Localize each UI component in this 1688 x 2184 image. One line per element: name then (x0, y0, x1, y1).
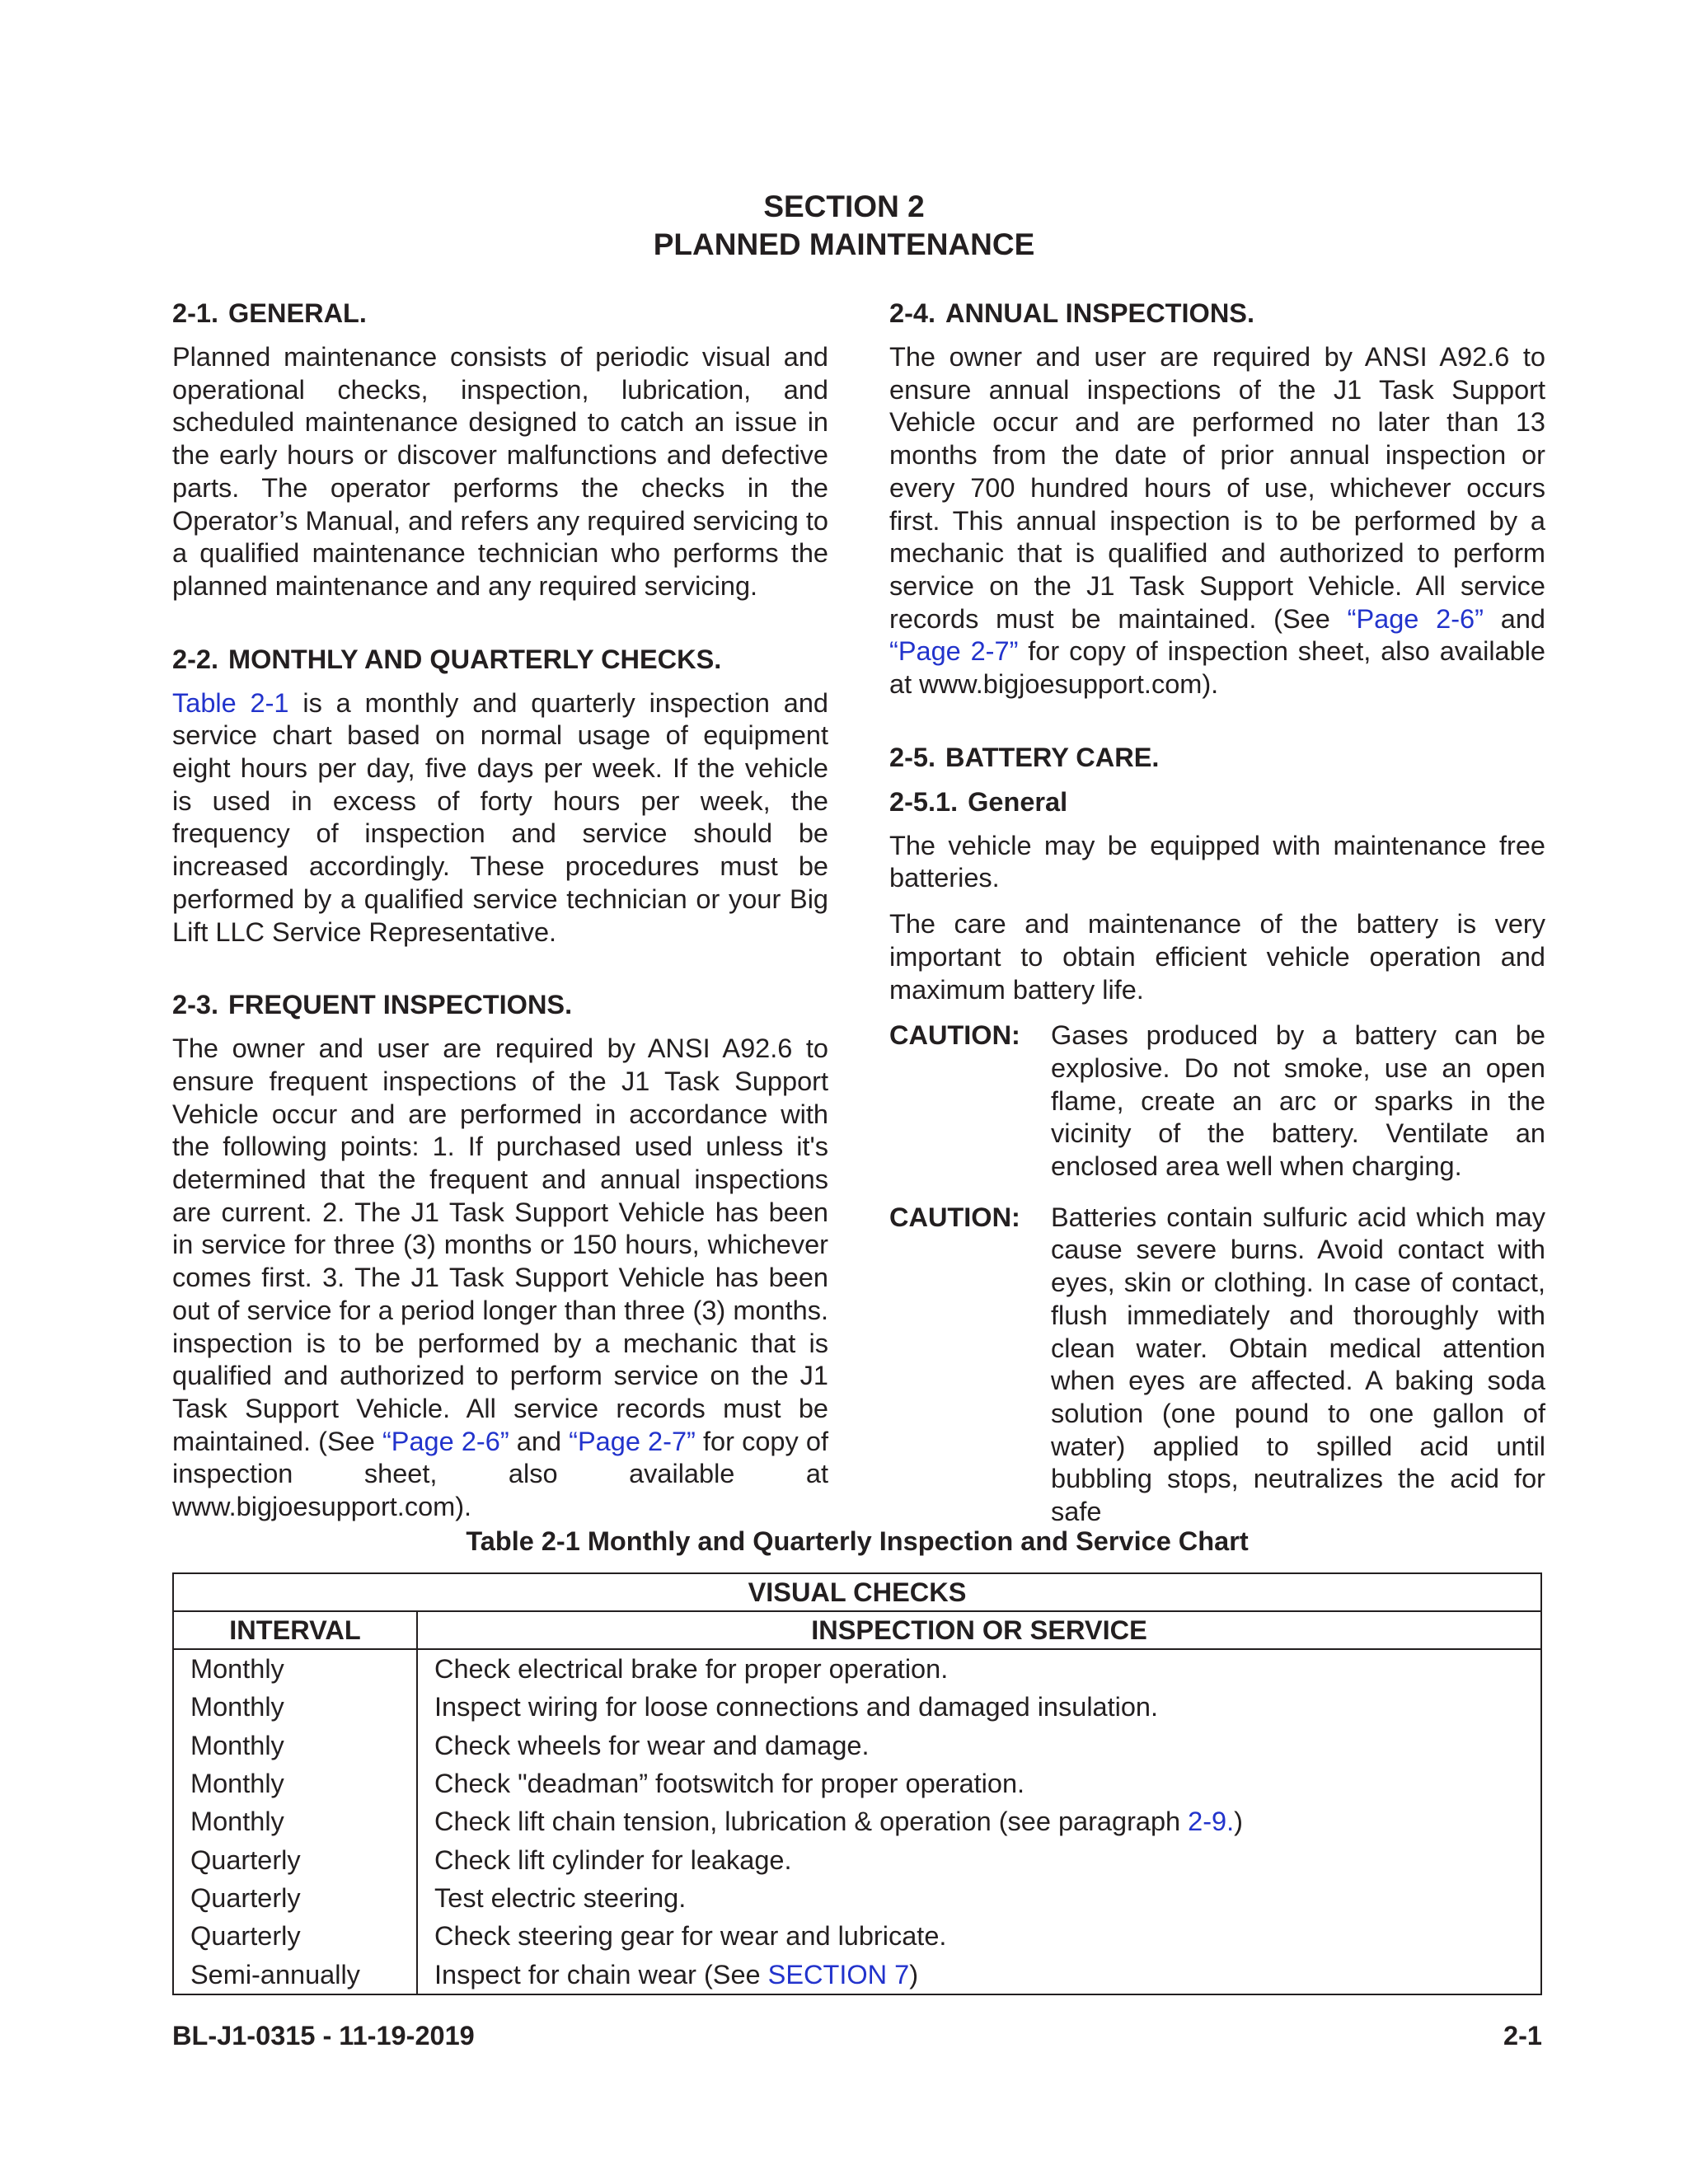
service-text-tail: ) (909, 1959, 919, 1990)
service-text: Check "deadman” footswitch for proper operation. (434, 1769, 1025, 1799)
table-2-1-link[interactable]: Table 2-1 (172, 687, 289, 718)
service-text: Check wheels for wear and damage. (434, 1730, 870, 1760)
paragraph-general: Planned maintenance consists of periodic visual and operational checks, inspection, lubrication, and scheduled maintenance designed to catch an issue in the early hours or discover malfunctions and defective parts. The operator performs the checks in the Operator’s Manual, and refers any required servicing to a qualified maintenance technician who performs the planned maintenance and any required servicing. (172, 342, 828, 601)
table-row (173, 1727, 1541, 1765)
heading-2-3: 2-3. FREQUENT INSPECTIONS. (172, 990, 573, 1020)
service-text: Check lift chain tension, lubrication & operation (see paragraph (434, 1807, 1189, 1837)
service-text: Test electric steering. (434, 1882, 687, 1913)
service-text: Inspect for chain wear (See (434, 1959, 768, 1990)
service-cell (417, 1688, 1541, 1726)
paragraph-frequent-inspections: The owner and user are required by ANSI A92.6 to ensure frequent inspections of the J1 Task Support Vehicle occur and are performed in accordance with the following points: 1. If purchased used unless it's determined that the frequent and annual inspections are current. 2. The J1 Task Support Vehicle has been in service for three (3) months or 150 hours, whichever comes first. 3. The J1 Task Support Vehicle has been out of service for a period longer than three (3) months. inspection is to be performed by a mechanic that is qualified and authorized to perform service on the J1 Task Support Vehicle. All service records must be maintained. (See “Page 2-6” and “Page 2-7” for copy of inspection sheet, also available at www.bigjoesupport.com). (172, 1033, 828, 1522)
paragraph-monthly-checks: Table 2-1 is a monthly and quarterly inspection and service chart based on normal usage of equipment eight hours per day, five days per week. If the vehicle is used in excess of forty hours per week, the frequency of inspection and service should be increased accordingly. These procedures must be performed by a qualified service technician or your Big Lift LLC Service Representative. (172, 687, 828, 947)
page-2-6-link[interactable]: “Page 2-6” (382, 1426, 509, 1456)
cross-reference-link[interactable]: 2-9. (1188, 1807, 1235, 1837)
table-row (173, 1649, 1541, 1688)
caution-label: CAUTION: (889, 1202, 1020, 1232)
service-cell (417, 1879, 1541, 1917)
footer-page-number: 2-1 (1503, 2021, 1542, 2050)
inspection-chart-table (172, 1572, 1542, 1995)
service-cell (417, 1955, 1541, 1994)
service-text: Inspect wiring for loose connections and damaged insulation. (434, 1692, 1159, 1722)
caution-text: Batteries contain sulfuric acid which may cause severe burns. Avoid contact with eyes, skin or clothing. In case of contact, flush immediately and thoroughly with clean water. Obtain medical attention when eyes are affected. A baking soda solution (one pound to one gallon of water) applied to spilled acid until bubbling stops, neutralizes the acid for safe (1051, 1202, 1545, 1527)
service-text: Check lift cylinder for leakage. (434, 1844, 792, 1875)
paragraph-annual-inspections: The owner and user are required by ANSI A92.6 to ensure annual inspections of the J1 Task Support Vehicle occur and are performed no later than 13 months from the date of prior annual inspection or every 700 hundred hours of use, whichever occurs first. This annual inspection is to be performed by a mechanic that is qualified and authorized to perform service on the J1 Task Support Vehicle. All service records must be maintained. (See “Page 2-6” and “Page 2-7” for copy of inspection sheet, also available at www.bigjoesupport.com). (889, 342, 1545, 700)
table-row (173, 1917, 1541, 1955)
section-title (0, 188, 1688, 264)
interval-cell: Monthly (173, 1802, 417, 1840)
caution-gases (889, 1019, 1545, 1183)
caution-label: CAUTION: (889, 1020, 1020, 1051)
service-cell (417, 1802, 1541, 1840)
cross-reference-link[interactable]: SECTION 7 (767, 1959, 910, 1990)
table-row (173, 1765, 1541, 1802)
column-header-service: INSPECTION OR SERVICE (417, 1611, 1541, 1649)
section-number: SECTION 2 (763, 190, 925, 223)
caution-text: Gases produced by a battery can be explosive. Do not smoke, use an open flame, create an arc or sparks in the vicinity of the battery. Ventilate an enclosed area well when charging. (1051, 1020, 1545, 1182)
service-cell (417, 1649, 1541, 1688)
table-caption: Table 2-1 Monthly and Quarterly Inspection and Service Chart (466, 1526, 1249, 1556)
service-cell (417, 1840, 1541, 1878)
table-row (173, 1879, 1541, 1917)
service-cell (417, 1727, 1541, 1765)
heading-2-4: 2-4. ANNUAL INSPECTIONS. (889, 298, 1255, 328)
heading-2-1: 2-1. GENERAL. (172, 298, 367, 328)
table-title: VISUAL CHECKS (173, 1573, 1541, 1611)
service-text: Check steering gear for wear and lubricate. (434, 1921, 947, 1952)
table-row (173, 1802, 1541, 1840)
page-2-7-link[interactable]: “Page 2-7” (889, 636, 1019, 667)
table-row (173, 1840, 1541, 1878)
page-2-6-link[interactable]: “Page 2-6” (1347, 603, 1484, 634)
service-cell (417, 1917, 1541, 1955)
service-text-tail: ) (1234, 1807, 1243, 1837)
interval-cell: Monthly (173, 1649, 417, 1688)
paragraph-battery-care: The care and maintenance of the battery is very important to obtain efficient vehicle operation and maximum battery life. (889, 909, 1545, 1005)
service-cell (417, 1765, 1541, 1802)
interval-cell: Semi-annually (173, 1955, 417, 1994)
left-column (172, 297, 828, 1537)
interval-cell: Monthly (173, 1727, 417, 1765)
service-text: Check electrical brake for proper operation. (434, 1654, 949, 1685)
paragraph-battery-free: The vehicle may be equipped with maintenance free batteries. (889, 830, 1545, 893)
footer-doc-id: BL-J1-0315 - 11-19-2019 (172, 2021, 475, 2050)
heading-2-2: 2-2. MONTHLY AND QUARTERLY CHECKS. (172, 644, 722, 674)
page-2-7-link[interactable]: “Page 2-7” (569, 1426, 696, 1456)
table-row (173, 1688, 1541, 1726)
caution-acid (889, 1202, 1545, 1529)
interval-cell: Quarterly (173, 1917, 417, 1955)
heading-2-5: 2-5. BATTERY CARE. (889, 742, 1160, 772)
interval-cell: Monthly (173, 1765, 417, 1802)
interval-cell: Quarterly (173, 1879, 417, 1917)
table-body (173, 1649, 1541, 1994)
interval-cell: Quarterly (173, 1840, 417, 1878)
section-name: PLANNED MAINTENANCE (653, 227, 1035, 261)
heading-2-5-1: 2-5.1. General (889, 786, 1068, 817)
interval-cell: Monthly (173, 1688, 417, 1726)
column-header-interval: INTERVAL (173, 1611, 417, 1649)
right-column (889, 297, 1545, 1547)
table-row (173, 1955, 1541, 1994)
